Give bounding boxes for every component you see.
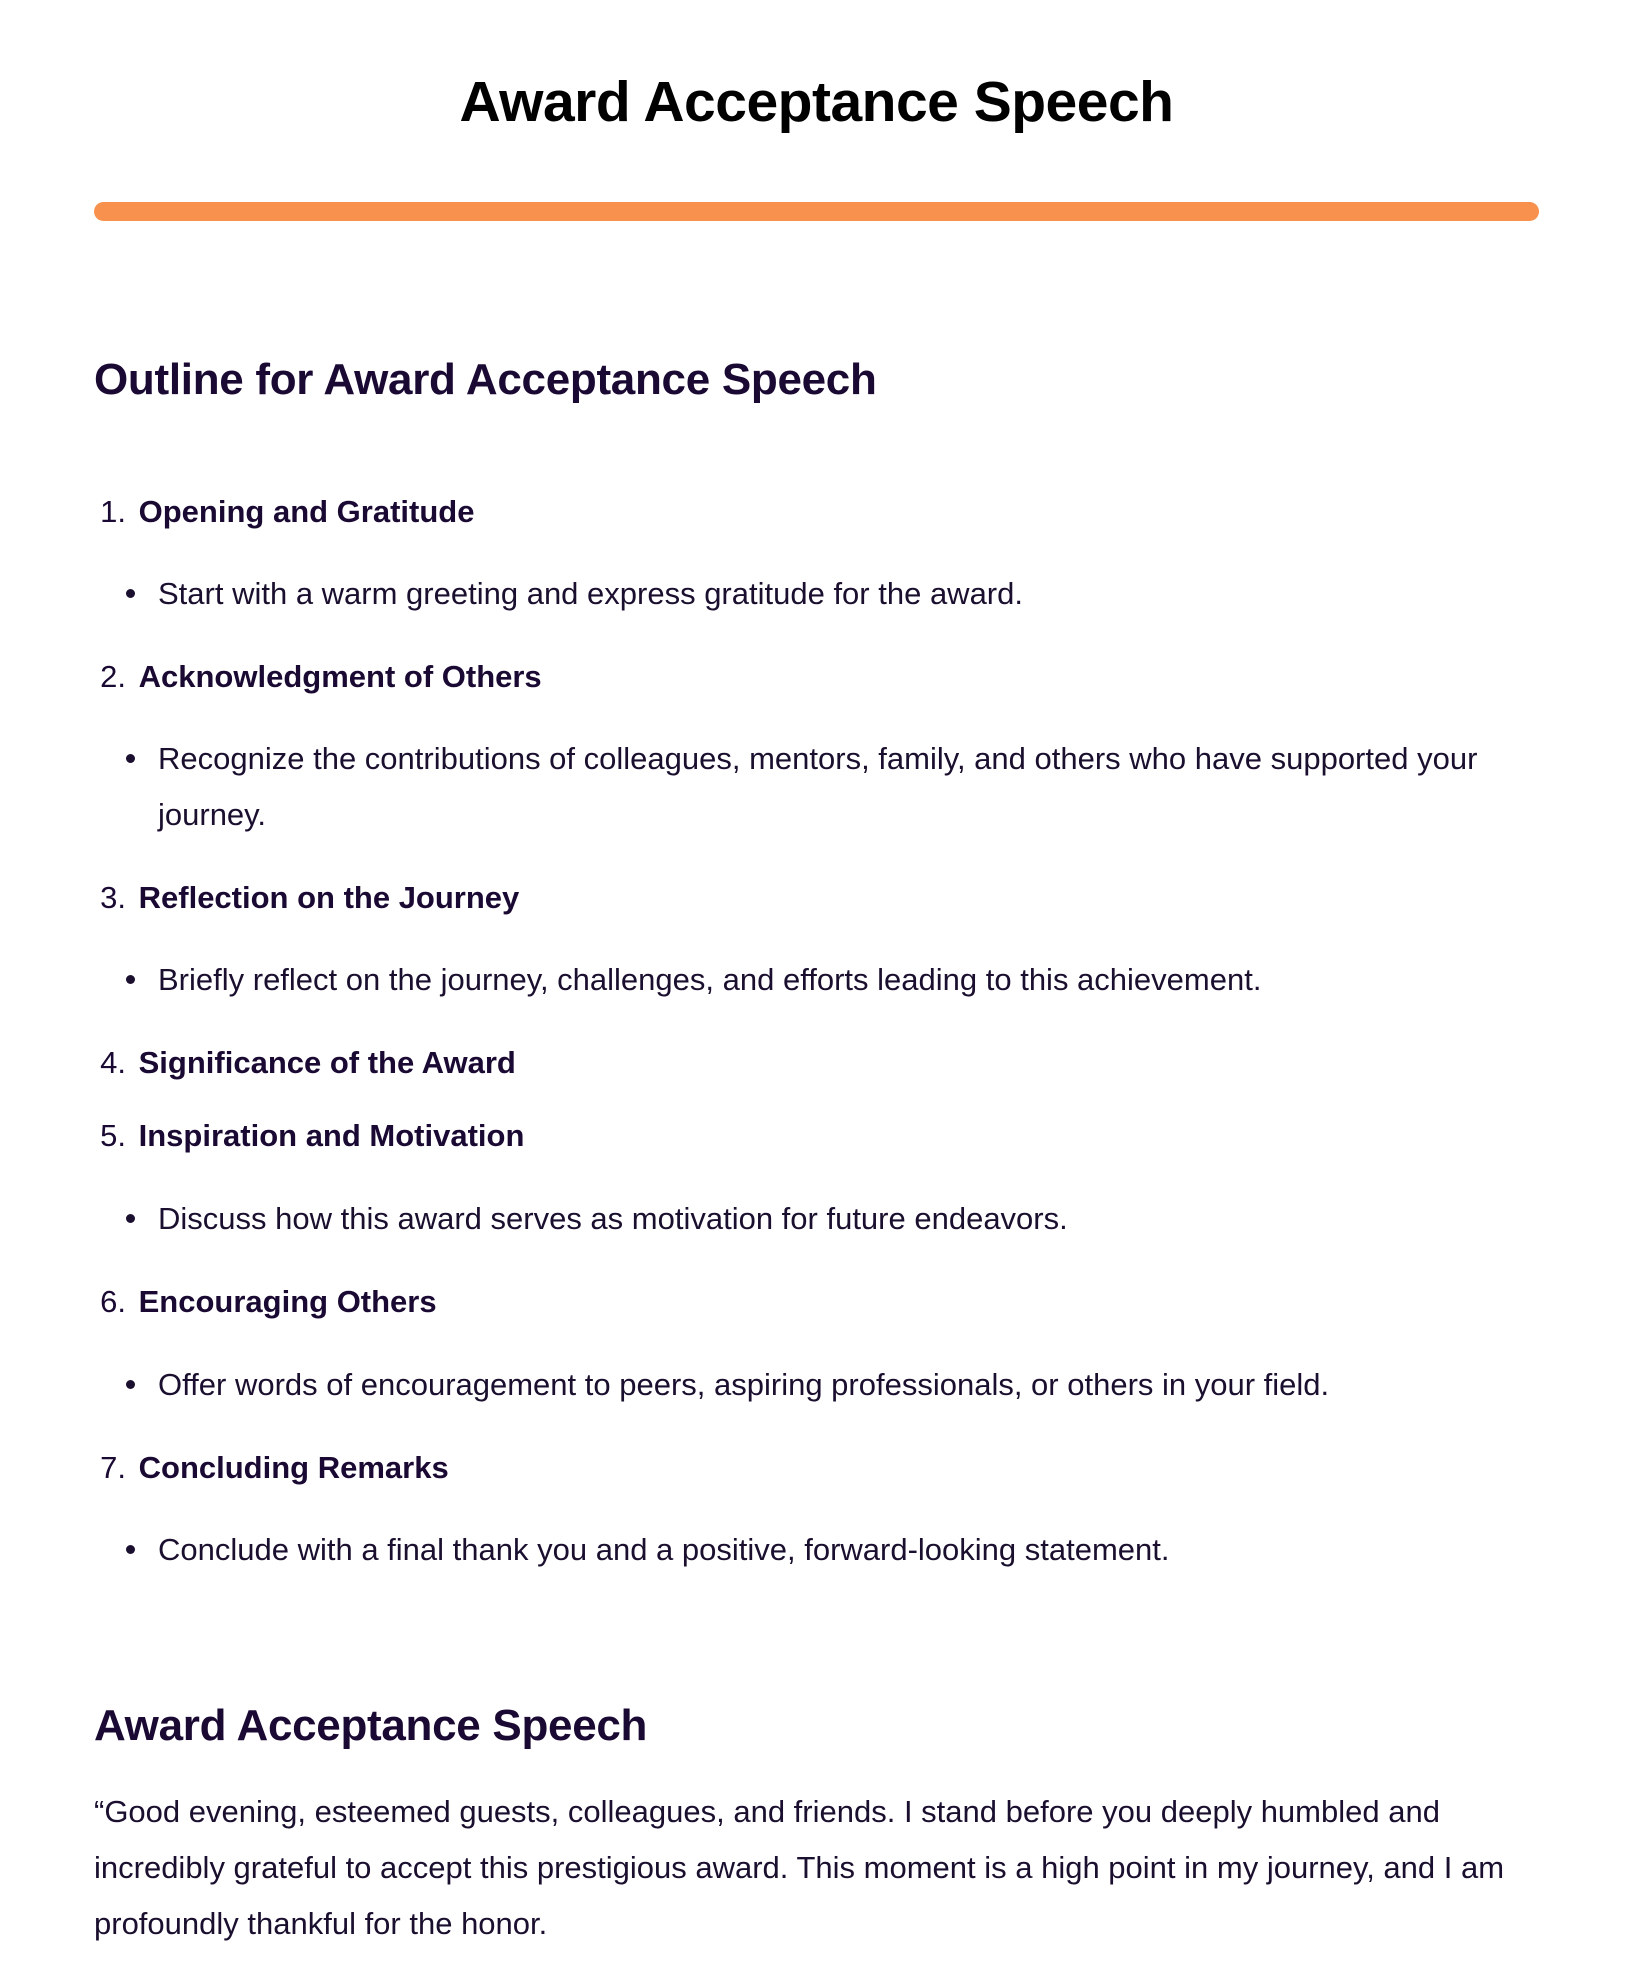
outline-item [94, 1108, 524, 1164]
bullet-icon [126, 1545, 135, 1554]
outline-item-detail [126, 952, 1486, 1008]
outline-item-title: Reflection on the Journey [138, 880, 520, 915]
outline-item-detail [126, 1357, 1486, 1413]
outline-item-detail [126, 1522, 1486, 1578]
outline-item-number: 1. [100, 494, 126, 529]
outline-item [94, 484, 474, 540]
outline-item-number: 2. [100, 659, 126, 694]
outline-item-detail-text: Discuss how this award serves as motivation for future endeavors. [158, 1201, 1068, 1236]
outline-item-detail-text: Offer words of encouragement to peers, aspiring professionals, or others in your field. [158, 1367, 1330, 1402]
speech-heading: Award Acceptance Speech [94, 1701, 648, 1750]
outline-heading: Outline for Award Acceptance Speech [94, 355, 877, 404]
outline-item [94, 1035, 516, 1091]
document-title: Award Acceptance Speech [459, 70, 1174, 134]
bullet-icon [126, 1214, 135, 1223]
outline-item-detail-text: Start with a warm greeting and express gratitude for the award. [158, 576, 1023, 611]
outline-item-detail-text: Briefly reflect on the journey, challenges, and efforts leading to this achievement. [158, 962, 1262, 997]
outline-item [94, 649, 542, 705]
outline-item-title: Inspiration and Motivation [138, 1118, 525, 1153]
outline-item [94, 1440, 449, 1496]
outline-item-title: Encouraging Others [138, 1284, 437, 1319]
outline-item [94, 1274, 437, 1330]
outline-item-detail [126, 731, 1486, 843]
bullet-icon [126, 1380, 135, 1389]
outline-item-number: 5. [100, 1118, 126, 1153]
outline-item-detail [126, 566, 1486, 622]
outline-item [94, 870, 519, 926]
outline-item-detail [126, 1191, 1486, 1247]
outline-item-number: 3. [100, 880, 126, 915]
outline-item-detail-text: Recognize the contributions of colleagues, mentors, family, and others who have supported your journey. [158, 741, 1478, 832]
bullet-icon [126, 975, 135, 984]
outline-item-title: Significance of the Award [138, 1045, 516, 1080]
speech-paragraph: “Good evening, esteemed guests, colleagues, and friends. I stand before you deeply humbled and incredibly grateful to accept this prestigious award. This moment is a high point in my journey, and I am profoundly thankful for the honor. [94, 1794, 1505, 1941]
outline-item-title: Opening and Gratitude [138, 494, 475, 529]
outline-item-title: Acknowledgment of Others [138, 659, 542, 694]
outline-item-number: 7. [100, 1450, 126, 1485]
outline-item-detail-text: Conclude with a final thank you and a positive, forward-looking statement. [158, 1532, 1170, 1567]
title-divider [94, 202, 1539, 221]
bullet-icon [126, 754, 135, 763]
outline-item-title: Concluding Remarks [138, 1450, 449, 1485]
outline-item-number: 6. [100, 1284, 126, 1319]
outline-item-number: 4. [100, 1045, 126, 1080]
bullet-icon [126, 589, 135, 598]
